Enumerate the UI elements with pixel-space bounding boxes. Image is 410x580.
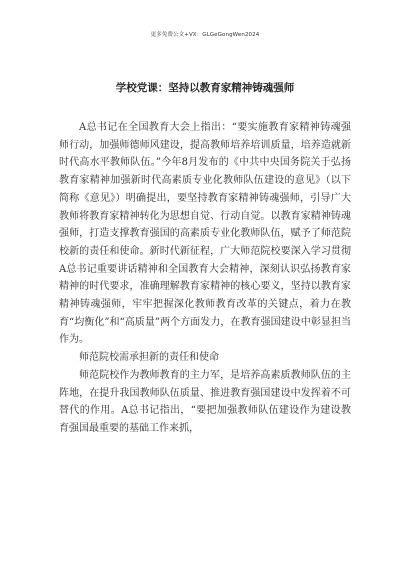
document-title: 学校党课：坚持以教育家精神铸魂强师 — [115, 82, 295, 94]
header-note: 更多免费公文+VX：GLGeGongWen2024 — [150, 32, 260, 38]
paragraph-section: 师范院校作为教师教育的主力军，是培养高素质教师队伍的主阵地，在提升我国教师队伍质量、推进教育强国建设中发挥着不可替代的作用。A总书记指出，“要把加强教师队伍建设作为建设教育强国最重要的基础工作来抓， — [59, 369, 351, 434]
paragraph-intro: A总书记在全国教育大会上指出：“要实施教育家精神铸魂强师行动，加强师德师风建设，提高教师培养培训质量，培养造就新时代高水平教师队伍。”今年8月发布的《中共中央国务院关于弘扬教育家精神加强新时代高素质专业化教师队伍建设的意见》（以下简称《意见》）明确提出，要坚持教育家精神铸魂强师，引导广大教师将教育家精神转化为思想自觉、行动自觉。以教育家精神铸魂强师，打造支撑教育强国的高素质专业化教师队伍，赋予了师范院校新的责任和使命。新时代新征程，广大师范院校要深入学习贯彻A总书记重要讲话精神和全国教育大会精神，深刻认识弘扬教育家精神的时代要求，准确理解教育家精神的核心要义，坚持以教育家精神铸魂强师，牢牢把握深化教师教育改革的关键点，着力在教育“均衡化”和“高质量”两个方面发力，在教育强国建设中彰显担当作为。 — [59, 122, 351, 346]
section-heading: 师范院校需承担新的责任和使命 — [79, 352, 219, 364]
document-body — [59, 119, 351, 438]
